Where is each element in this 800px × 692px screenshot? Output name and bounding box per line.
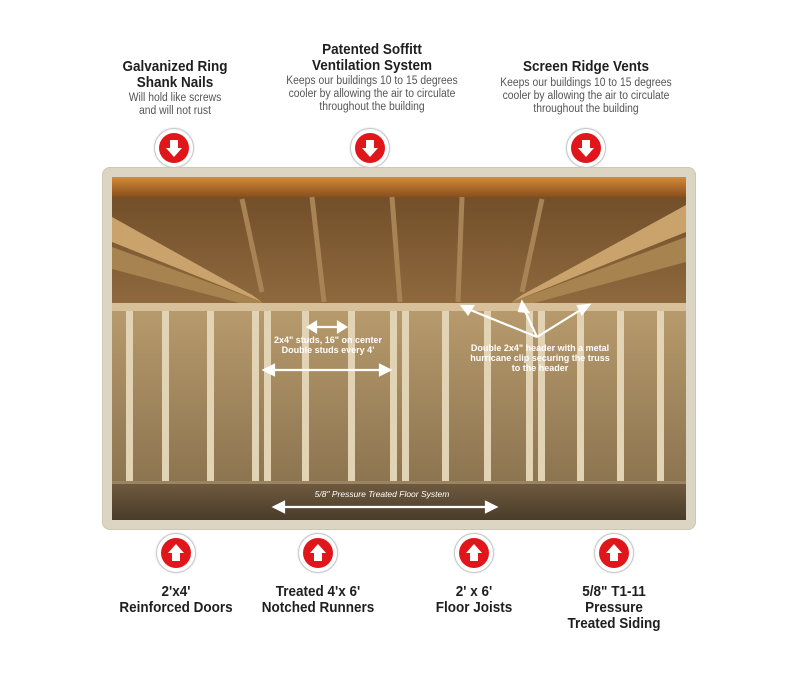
shed-interior-photo: [112, 177, 686, 520]
feature-description: Keeps our buildings 10 to 15 degrees cooler by allowing the air to circulate throughout the building: [500, 77, 672, 115]
shed-interior-illustration: [112, 177, 686, 520]
header-annotation-line-3: to the header: [511, 363, 569, 373]
up-arrow-icon: [594, 533, 634, 573]
up-arrow-icon: [298, 533, 338, 573]
studs-annotation-line-2: Double studs every 4': [281, 345, 375, 355]
up-arrow-icon: [454, 533, 494, 573]
feature-screen-ridge-vents: [476, 59, 696, 116]
feature-reinforced-doors: 2'x4' Reinforced Doors: [119, 583, 233, 616]
feature-floor-joists: 2' x 6' Floor Joists: [435, 583, 513, 616]
feature-title: Screen Ridge Vents: [522, 58, 650, 75]
feature-notched-runners: Treated 4'x 6' Notched Runners: [261, 583, 375, 616]
up-arrow-icon: [156, 533, 196, 573]
feature-description: Keeps our buildings 10 to 15 degrees cooler by allowing the air to circulate throughout the building: [286, 75, 458, 113]
studs-annotation-line-1: 2x4" studs, 16" on center: [273, 335, 383, 345]
feature-soffitt-ventilation: [262, 42, 482, 114]
header-annotation-line-2: hurricane clip securing the truss: [470, 353, 610, 363]
feature-t1-11-siding: 5/8" T1-11 Pressure Treated Siding: [567, 583, 661, 632]
floor-annotation: 5/8" Pressure Treated Floor System: [314, 489, 450, 499]
down-arrow-icon: [350, 128, 390, 168]
feature-ring-shank-nails: [95, 59, 255, 118]
feature-title: Galvanized Ring Shank Nails: [122, 58, 228, 91]
header-annotation-line-1: Double 2x4" header with a metal: [470, 343, 610, 353]
feature-title: Patented Soffitt Ventilation System: [311, 41, 433, 74]
down-arrow-icon: [154, 128, 194, 168]
feature-description: Will hold like screws and will not rust: [128, 92, 222, 117]
down-arrow-icon: [566, 128, 606, 168]
photo-frame: [102, 167, 696, 530]
